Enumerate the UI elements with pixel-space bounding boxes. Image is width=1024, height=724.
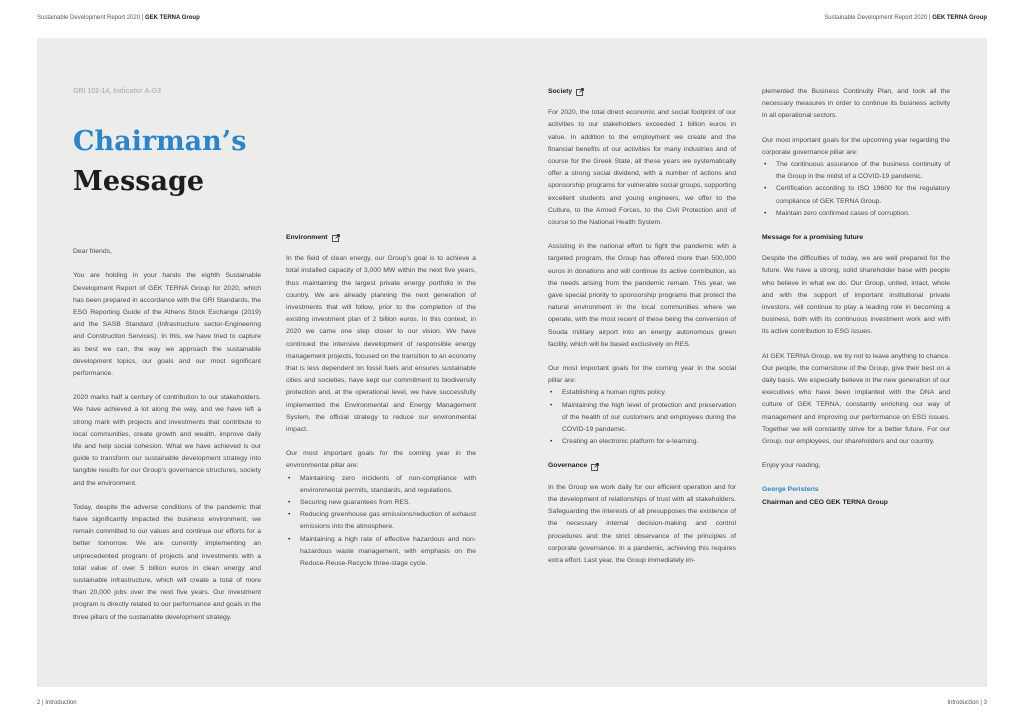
list-item: • Certification according to ISO 19600 for the regulatory compliance of GEK TERNA Group. [762, 183, 950, 207]
section-title: Environment [286, 234, 328, 241]
header-separator: | [928, 15, 931, 21]
section-environment[interactable] [286, 232, 476, 244]
paragraph: For 2020, the total direct economic and social footprint of our activities to our stakeholders exceeded 1 billion euros in value. In addition to the employment we create and the financial benefits of our activities for many industries and of course for the Greek State, all these years we systematically offer a strong social dividend, with a number of actions and sponsorship programs for vulnerable social groups, supporting excellent students and young engineers, we offer to the Culture, to the Armed Forces, to the Civil Protection and of course to the National Health System. [548, 109, 736, 227]
external-link-icon[interactable] [591, 463, 599, 471]
list-item: • Establishing a human rights policy. [548, 387, 736, 399]
paragraph: In the field of clean energy, our Group’s goal is to achieve a total installed capacity of 3,000 MW within the next five years, thus maintaining the largest private energy portfolio in the country. We are already planning the next generation of investments that will follow, prior to the completion of the existing investment plan of 2 billion euros. In this context, in 2020 we came one step closer to our vision. We have continued the intensive development of responsible energy management projects, focused on the transition to an economy that is less dependent on fossil fuels and ensures sustainable cities and societies, have kept our commitment to biodiversity protection and, at the operational level, we have successfully implemented the Environmental and Energy Management System, the official strategy to reduce our environmental impact. [286, 255, 476, 434]
header-report-title: Sustainable Development Report 2020 [37, 15, 141, 21]
page-footer-left [37, 700, 77, 706]
column-1 [73, 86, 261, 636]
title-line-2: Message [73, 166, 205, 198]
list-item: • Creating an electronic platform for e-learning. [548, 436, 736, 448]
paragraph: 2020 marks half a century of contribution to our stakeholders. We have achieved a lot along the way, and we have left a strong mark with projects and investments that contribute to local communities, create growth and wealth, improve daily life and help social cohesion. What we have achieved is our guide to transform our sustainable development strategy into tangible results for our Group’s governance structures, society and the environment. [73, 394, 261, 487]
header-company: GEK TERNA Group [932, 15, 987, 21]
page-number: 2 [37, 700, 41, 706]
page-number: 3 [983, 700, 987, 706]
column-4 [762, 86, 950, 509]
signature-name: George Peristeris [762, 486, 819, 494]
page-header-left [37, 15, 200, 21]
header-report-title: Sustainable Development Report 2020 [824, 15, 928, 21]
external-link-icon[interactable] [332, 234, 340, 242]
signature-role: Chairman and CEO GEK TERNA Group [762, 498, 888, 506]
social-goals-list [548, 387, 736, 448]
governance-goals-list [762, 159, 950, 220]
section-title: Message for a promising future [762, 234, 864, 242]
greeting: Dear friends, [73, 248, 112, 256]
gri-indicator: GRI 102-14, Indicator A-G3 [73, 88, 162, 95]
list-item: • Maintain zero confirmed cases of corruption. [762, 208, 950, 220]
paragraph: You are holding in your hands the eighth Sustainable Development Report of GEK TERNA Group for 2020, which has been prepared in accordance with the GRI Standards, the ESG Reporting Guide of the Athens Stock Exchange (2019) and the SASB Standard (Infrastructure sector-Engineering and Construction Services). In this, we have tried to capture as best we can, the way we approach the sustainable development topics, our goals and our most significant performance. [73, 272, 261, 378]
list-item: • Reducing greenhouse gas emissions/reduction of exhaust emissions into the atmosphere. [286, 509, 476, 533]
page-header-right [824, 15, 987, 21]
paragraph: Our most important goals for the coming year in the social pillar are: [548, 365, 736, 385]
list-item: • Maintaining a high rate of effective hazardous and non-hazardous waste management, with emphasis on the Reduce-Reuse-Recycle three-stage cycle. [286, 534, 476, 571]
paragraph: Assisting in the national effort to fight the pandemic with a targeted program, the Group has offered more than 500,000 euros in donations and will continue its active contribution, as the needs arising from the pandemic remain. This year, we gave special priority to sponsorship programs that protect the natural environment in the local communities where we operate, with the most recent of these being the conversion of Souda military airport into an energy autonomous green facility, which will be based exclusively on RES. [548, 243, 736, 348]
header-company: GEK TERNA Group [144, 15, 200, 21]
page-title [73, 122, 261, 202]
section-promising-future [762, 232, 950, 244]
column-3 [548, 86, 736, 579]
external-link-icon[interactable] [576, 88, 584, 96]
report-spread [37, 38, 987, 687]
header-separator: | [141, 15, 144, 21]
page-footer-right [947, 700, 987, 706]
paragraph: Despite the difficulties of today, we are well prepared for the future. We have a strong, solid shareholder base with people who believe in what we do. Our Group, united, intact, whole and with the support of important institutional private investors, will continue to play a leading role in becoming a business, both with its continuous investment work and with its active contribution to ESG issues. [762, 255, 950, 336]
list-item: • Maintaining zero incidents of non-compliance with environmental permits, standards, and regulations. [286, 473, 476, 497]
environment-goals-list [286, 473, 476, 571]
title-line-1: Chairman’s [73, 126, 247, 158]
footer-separator: | [42, 700, 44, 706]
list-item: • Maintaining the high level of protection and preservation of the health of our customers and employees during the COVID-19 pandemic. [548, 400, 736, 437]
section-title: Society [548, 88, 573, 95]
section-governance[interactable] [548, 460, 736, 472]
closing-line: Enjoy your reading, [762, 462, 821, 470]
section-title: Governance [548, 462, 588, 470]
paragraph: In the Group we work daily for our efficient operation and for the development of relationships of trust with all stakeholders. Safeguarding the interests of all presupposes the existence of the necessary internal decision-making and control procedures and the strict observance of the principles of corporate governance. In a pandemic, achieving this requires extra effort. Last year, the Group immediately im- [548, 483, 736, 564]
paragraph: At GEK TERNA Group, we try not to leave anything to chance. Our people, the cornerstone of the Group, give their best on a daily basis. We especially believe in the new generation of our executives who have been implanted with the DNA and culture of GEK TERNA, constantly enriching our way of management and improving our performance on ESG issues. Together we will constantly strive for a better future. For our Group, our employees, our shareholders and our country. [762, 352, 950, 446]
paragraph: Our most important goals for the coming year in the environmental pillar are: [286, 450, 476, 470]
section-society[interactable] [548, 86, 736, 98]
paragraph: Today, despite the adverse conditions of the pandemic that have significantly impacted the business environment, we remain committed to our values and continue our efforts for a better tomorrow. We are currently implementing an unprecedented program of projects and investments with a total value of over 5 billion euros in clean energy and sustainable infrastructure, which will create a total of more than 20,000 jobs over the next five years. Our investment program is directly related to our performance and goals in the three pillars of the sustainable development strategy. [73, 503, 261, 621]
list-item: • Securing new guarantees from RES. [286, 497, 476, 509]
list-item: • The continuous assurance of the business continuity of the Group in the midst of a COVID-19 pandemic. [762, 159, 950, 183]
paragraph: Our most important goals for the upcoming year regarding the corporate governance pillar are: [762, 136, 950, 156]
paragraph: plemented the Business Continuity Plan, and took all the necessary measures in order to continue its business activity in all operational sectors. [762, 88, 950, 120]
footer-separator: | [980, 700, 982, 706]
footer-section: Introduction [947, 700, 979, 706]
footer-section: Introduction [45, 700, 77, 706]
column-2 [286, 86, 476, 582]
